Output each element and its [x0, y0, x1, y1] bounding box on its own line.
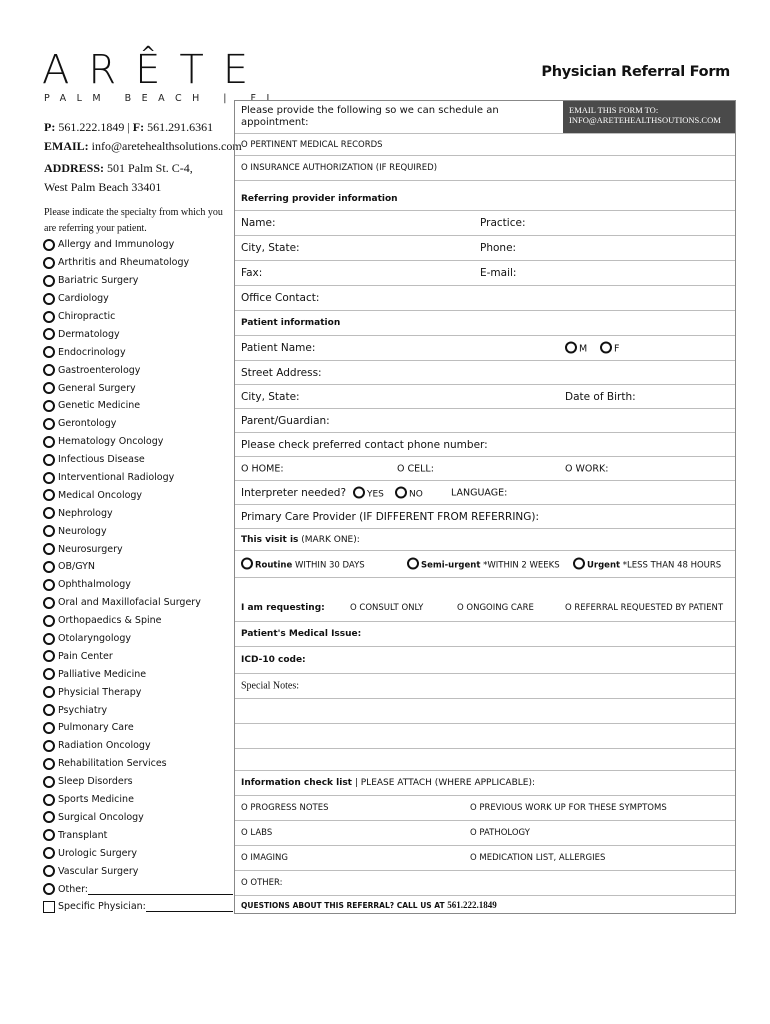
pathology-option[interactable]: O PATHOLOGY	[470, 828, 530, 838]
contact-address-line-2: West Palm Beach 33401	[44, 180, 162, 194]
specialty-option[interactable]	[43, 558, 233, 576]
visit-mark-one: (MARK ONE):	[301, 534, 360, 545]
specialty-label: Bariatric Surgery	[58, 275, 139, 287]
specialty-label: Sleep Disorders	[58, 776, 133, 788]
checkbox-icon[interactable]	[43, 901, 55, 913]
radio-icon	[43, 543, 55, 555]
radio-icon	[43, 382, 55, 394]
specialty-option[interactable]	[43, 737, 233, 755]
specialty-option[interactable]	[43, 665, 233, 683]
questions-label: QUESTIONS ABOUT THIS REFERRAL? CALL US AT	[241, 900, 445, 910]
specialty-label: OB/GYN	[58, 561, 95, 573]
specialty-label: Oral and Maxillofacial Surgery	[58, 597, 201, 609]
questions-phone[interactable]: 561.222.1849	[447, 899, 497, 910]
home-phone-option[interactable]: O HOME:	[241, 463, 284, 474]
specialty-option[interactable]	[43, 826, 233, 844]
insurance-option[interactable]: O INSURANCE AUTHORIZATION (IF REQUIRED)	[241, 163, 438, 173]
specialty-option[interactable]	[43, 522, 233, 540]
patient-city-row[interactable]	[235, 385, 735, 409]
specialty-option[interactable]	[43, 844, 233, 862]
specialty-option[interactable]	[43, 862, 233, 880]
phone-number: 561.222.1849	[58, 120, 125, 134]
radio-icon	[43, 794, 55, 806]
sex-male-option[interactable]	[565, 342, 587, 355]
routine-option[interactable]	[241, 558, 365, 571]
radio-icon	[565, 342, 577, 354]
separator: |	[127, 120, 130, 134]
specialty-label: Psychiatry	[58, 704, 108, 716]
previous-workup-option[interactable]: O PREVIOUS WORK UP FOR THESE SYMPTOMS	[470, 803, 667, 813]
email-address[interactable]: info@aretehealthsolutions.com	[91, 139, 242, 153]
radio-icon	[43, 328, 55, 340]
radio-icon	[43, 829, 55, 841]
radio-icon	[43, 346, 55, 358]
specialty-option[interactable]	[43, 612, 233, 630]
urgent-option[interactable]	[573, 558, 721, 571]
specialty-instructions: Please indicate the specialty from which you are referring your patient.	[44, 207, 223, 234]
radio-icon	[43, 686, 55, 698]
specialty-option[interactable]	[43, 272, 233, 290]
checklist-detail: | PLEASE ATTACH (WHERE APPLICABLE):	[354, 778, 536, 788]
visit-label-bold: This visit is	[241, 534, 299, 545]
specialty-option[interactable]	[43, 343, 233, 361]
semi-urgent-label: Semi-urgent	[421, 560, 481, 571]
visit-label	[241, 535, 360, 545]
radio-icon	[43, 597, 55, 609]
specialty-option[interactable]	[43, 415, 233, 433]
specialty-label: Radiation Oncology	[58, 740, 151, 752]
routine-detail: WITHIN 30 DAYS	[294, 560, 365, 571]
email-box-address[interactable]: INFO@ARETEHEALTHSOUTIONS.COM	[569, 115, 721, 125]
specialty-option[interactable]	[43, 504, 233, 522]
radio-icon	[43, 811, 55, 823]
specialty-label: Rehabilitation Services	[58, 758, 167, 770]
referring-header-row	[235, 188, 735, 211]
checklist-row-1	[235, 796, 735, 821]
other-input-line[interactable]	[88, 884, 233, 895]
notes-line-2[interactable]	[235, 724, 735, 749]
checklist-other-row	[235, 871, 735, 896]
specialty-option[interactable]	[43, 576, 233, 594]
radio-icon	[407, 558, 419, 570]
radio-icon	[43, 615, 55, 627]
specialty-option[interactable]	[43, 308, 233, 326]
questions-text	[241, 900, 497, 910]
checklist-header-row	[235, 771, 735, 796]
progress-notes-option[interactable]: O PROGRESS NOTES	[241, 803, 329, 813]
specialty-label: Sports Medicine	[58, 794, 134, 806]
email-box-label: EMAIL THIS FORM TO:	[569, 105, 659, 115]
specialty-option[interactable]	[43, 594, 233, 612]
specialty-option[interactable]	[43, 486, 233, 504]
labs-option[interactable]: O LABS	[241, 828, 273, 838]
no-label: NO	[409, 489, 423, 499]
radio-icon	[43, 561, 55, 573]
radio-icon	[573, 558, 585, 570]
specialty-option[interactable]	[43, 809, 233, 827]
street-address-field-label: Street Address:	[241, 366, 322, 379]
records-option[interactable]: O PERTINENT MEDICAL RECORDS	[241, 139, 383, 150]
specialty-label: Allergy and Immunology	[58, 239, 175, 251]
fax-field-label: Fax:	[241, 267, 263, 279]
specialty-option[interactable]	[43, 397, 233, 415]
office-contact-row[interactable]	[235, 286, 735, 311]
other-label: Other:	[58, 883, 89, 895]
requesting-label: I am requesting:	[241, 603, 325, 613]
patient-information-header: Patient information	[241, 318, 341, 328]
cell-phone-option[interactable]: O CELL:	[397, 463, 434, 474]
patient-city-field-label: City, State:	[241, 390, 300, 403]
specialty-label: Neurosurgery	[58, 543, 123, 555]
sex-female-option[interactable]	[600, 342, 619, 355]
fax-row[interactable]	[235, 261, 735, 286]
specialty-option[interactable]	[43, 540, 233, 558]
checklist-label: Information check list	[241, 778, 352, 788]
ongoing-care-option[interactable]: O ONGOING CARE	[457, 603, 534, 613]
email-field-label: E-mail:	[480, 267, 517, 279]
radio-icon	[43, 275, 55, 287]
specialty-option[interactable]	[43, 469, 233, 487]
address-label: ADDRESS:	[44, 161, 105, 175]
radio-icon	[43, 472, 55, 484]
interpreter-no-option[interactable]	[395, 486, 423, 499]
specialty-option[interactable]	[43, 236, 233, 254]
yes-label: YES	[367, 489, 384, 499]
language-field-label: LANGUAGE:	[451, 487, 508, 498]
specialty-label: Ophthalmology	[58, 579, 131, 591]
radio-icon	[43, 668, 55, 680]
specialty-option[interactable]	[43, 630, 233, 648]
name-row[interactable]	[235, 211, 735, 236]
radio-icon	[43, 454, 55, 466]
radio-icon	[43, 865, 55, 877]
issue-row[interactable]	[235, 622, 735, 647]
radio-icon	[43, 436, 55, 448]
specialty-option[interactable]	[43, 361, 233, 379]
patient-name-row[interactable]	[235, 336, 735, 361]
specialty-option[interactable]	[43, 325, 233, 343]
specialty-label: Orthopaedics & Spine	[58, 615, 162, 627]
checklist-row-3	[235, 846, 735, 871]
logo-subtitle: PALM BEACH | FL	[44, 93, 283, 104]
routine-label: Routine	[255, 560, 293, 571]
records-row	[235, 134, 735, 156]
specialty-option[interactable]	[43, 719, 233, 737]
specialty-label: Arthritis and Rheumatology	[58, 257, 190, 269]
specific-physician-input-line[interactable]	[146, 901, 233, 912]
preferred-phone-row	[235, 433, 735, 457]
radio-icon	[43, 633, 55, 645]
work-phone-option[interactable]: O WORK:	[565, 463, 609, 474]
specialty-label: Interventional Radiology	[58, 472, 175, 484]
other-attachment-option[interactable]: O OTHER:	[241, 878, 283, 888]
specialty-label: Palliative Medicine	[58, 668, 147, 680]
notes-line-3[interactable]	[235, 749, 735, 771]
radio-icon	[43, 257, 55, 269]
radio-icon	[43, 579, 55, 591]
radio-icon	[43, 418, 55, 430]
radio-icon	[353, 486, 365, 498]
radio-icon	[43, 740, 55, 752]
specialty-option[interactable]	[43, 683, 233, 701]
specialty-label: Transplant	[58, 829, 108, 841]
checklist-row-2	[235, 821, 735, 846]
patient-header-row	[235, 311, 735, 336]
specialty-label: Gerontology	[58, 418, 117, 430]
interpreter-label: Interpreter needed?	[241, 486, 347, 499]
guardian-field-label: Parent/Guardian:	[241, 414, 330, 427]
icd-row[interactable]	[235, 647, 735, 674]
radio-icon	[43, 239, 55, 251]
requesting-row	[235, 595, 735, 622]
email-form-box	[563, 101, 735, 133]
specialty-option[interactable]	[43, 433, 233, 451]
imaging-option[interactable]: O IMAGING	[241, 853, 288, 863]
schedule-instructions: Please provide the following so we can schedule an appointment:	[241, 105, 499, 128]
preferred-phone-label: Please check preferred contact phone number:	[241, 438, 488, 451]
specialty-label: Genetic Medicine	[58, 400, 141, 412]
practice-field-label: Practice:	[480, 217, 526, 229]
interpreter-row	[235, 481, 735, 505]
medical-issue-label: Patient's Medical Issue:	[241, 629, 362, 639]
specialty-label: Hematology Oncology	[58, 436, 164, 448]
specialty-label: Medical Oncology	[58, 489, 143, 501]
checklist-header	[241, 778, 535, 788]
specialty-label: Gastroenterology	[58, 364, 141, 376]
schedule-row	[235, 101, 735, 134]
specialty-option[interactable]	[43, 290, 233, 308]
form-title: Physician Referral Form	[541, 64, 730, 80]
pcp-row[interactable]	[235, 505, 735, 529]
urgency-row	[235, 551, 735, 578]
name-field-label: Name:	[241, 217, 276, 229]
notes-line-1[interactable]	[235, 699, 735, 724]
specific-physician-label: Specific Physician:	[58, 901, 146, 913]
icd-code-label: ICD-10 code:	[241, 655, 306, 665]
radio-icon	[43, 525, 55, 537]
specialty-label: Urologic Surgery	[58, 847, 138, 859]
specialty-label: Chiropractic	[58, 311, 116, 322]
contact-phone-line	[44, 120, 213, 135]
specialty-label: Vascular Surgery	[58, 865, 139, 877]
specialty-label: Physicial Therapy	[58, 686, 142, 698]
radio-icon	[43, 311, 55, 323]
specialty-option[interactable]	[43, 755, 233, 773]
radio-icon	[43, 776, 55, 788]
radio-icon	[43, 364, 55, 376]
specialty-other-option[interactable]	[43, 880, 233, 898]
specialty-label: Neurology	[58, 525, 107, 537]
office-contact-field-label: Office Contact:	[241, 292, 320, 304]
male-label: M	[579, 343, 588, 355]
specific-physician-option[interactable]	[43, 898, 233, 916]
referral-requested-option[interactable]: O REFERRAL REQUESTED BY PATIENT	[565, 603, 724, 613]
phone-field-label: Phone:	[480, 242, 517, 254]
specialty-label: Surgical Oncology	[58, 811, 144, 823]
insurance-row	[235, 156, 735, 181]
consult-only-option[interactable]: O CONSULT ONLY	[350, 603, 424, 613]
medication-list-option[interactable]: O MEDICATION LIST, ALLERGIES	[470, 853, 606, 863]
questions-row	[235, 896, 735, 913]
specialty-option[interactable]	[43, 791, 233, 809]
radio-icon	[43, 293, 55, 305]
radio-icon	[43, 847, 55, 859]
interpreter-yes-option[interactable]	[353, 486, 384, 499]
radio-icon	[43, 704, 55, 716]
referring-provider-header: Referring provider information	[241, 194, 398, 204]
radio-icon	[241, 558, 253, 570]
specialty-label: Cardiology	[58, 293, 109, 305]
radio-icon	[43, 489, 55, 501]
specialty-label: Nephrology	[58, 507, 113, 519]
city-state-field-label: City, State:	[241, 242, 300, 254]
radio-icon	[600, 342, 612, 354]
guardian-row[interactable]	[235, 409, 735, 433]
radio-icon	[43, 650, 55, 662]
radio-icon	[43, 507, 55, 519]
radio-icon	[43, 883, 55, 895]
female-label: F	[614, 343, 620, 355]
contact-email-line	[44, 139, 242, 154]
street-row[interactable]	[235, 361, 735, 385]
address-line-1: 501 Palm St. C-4,	[107, 161, 193, 175]
radio-icon	[43, 758, 55, 770]
specialty-label: Endocrinology	[58, 346, 126, 358]
specialty-label: Pain Center	[58, 650, 113, 662]
specialty-label: Pulmonary Care	[58, 722, 134, 734]
radio-icon	[43, 722, 55, 734]
radio-icon	[43, 400, 55, 412]
radio-icon	[395, 486, 407, 498]
dob-field-label: Date of Birth:	[565, 390, 636, 403]
special-notes-label: Special Notes:	[241, 680, 300, 692]
urgent-label: Urgent	[587, 560, 621, 571]
specialty-option[interactable]	[43, 379, 233, 397]
fax-label: F:	[132, 120, 145, 134]
phone-label: P:	[44, 120, 56, 134]
special-notes-row[interactable]	[235, 674, 735, 699]
semi-urgent-option[interactable]	[407, 558, 560, 571]
specialty-option[interactable]	[43, 701, 233, 719]
provider-city-row[interactable]	[235, 236, 735, 261]
pcp-field-label: Primary Care Provider (IF DIFFERENT FROM REFERRING):	[241, 510, 540, 523]
specialty-label: Otolaryngology	[58, 633, 131, 645]
specialty-label: Infectious Disease	[58, 454, 145, 466]
phone-options-row	[235, 457, 735, 481]
specialty-list	[43, 236, 233, 916]
semi-urgent-detail: *WITHIN 2 WEEKS	[483, 560, 560, 571]
urgent-detail: *LESS THAN 48 HOURS	[622, 560, 722, 571]
specialty-option[interactable]	[43, 647, 233, 665]
arete-logo: ARÊTE	[42, 47, 268, 93]
specialty-label: Dermatology	[58, 328, 120, 340]
email-label: EMAIL:	[44, 139, 89, 153]
visit-row	[235, 529, 735, 551]
specialty-label: General Surgery	[58, 382, 136, 394]
patient-name-field-label: Patient Name:	[241, 342, 316, 354]
specialty-option[interactable]	[43, 451, 233, 469]
contact-address-line	[44, 161, 193, 176]
fax-number: 561.291.6361	[147, 120, 214, 134]
specialty-option[interactable]	[43, 773, 233, 791]
specialty-option[interactable]	[43, 254, 233, 272]
referral-form	[234, 100, 736, 914]
